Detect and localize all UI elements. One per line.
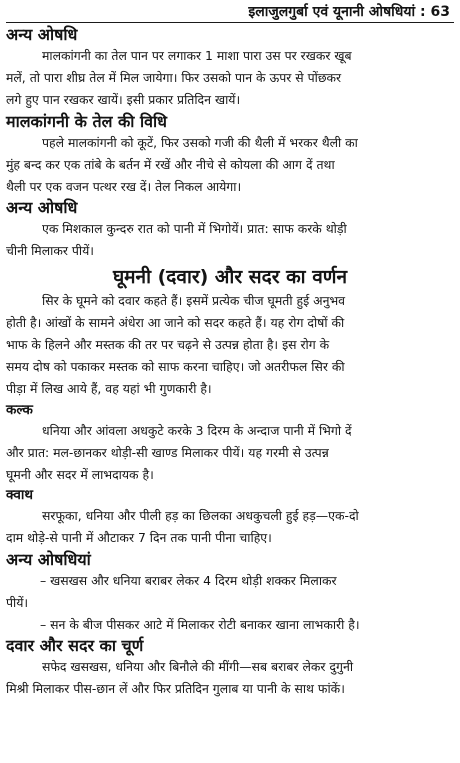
paragraph <box>6 45 454 112</box>
paragraph <box>6 218 454 262</box>
running-head: इलाजुलगुर्बा एवं यूनानी ओषधियां : 63 <box>248 4 450 20</box>
section-heading: अन्य ओषधियां <box>6 549 91 569</box>
text-line: होती है। आंखों के सामने अंधेरा आ जाने को सदर कहते हैं। यह रोग दोषों की <box>6 314 345 330</box>
paragraph <box>6 656 454 700</box>
text-line: थैली पर एक वजन पत्थर रख दें। तेल निकल आयेगा। <box>6 179 242 195</box>
section-heading: अन्य ओषधि <box>6 198 78 218</box>
text-line: मिश्री मिलाकर पीस-छान लें और फिर प्रतिदिन गुलाब या पानी के साथ फांकें। <box>6 681 345 697</box>
text-line: सिर के घूमने को दवार कहते हैं। इसमें प्रत्येक चीज घूमती हुई अनुभव <box>42 292 346 308</box>
text-line: धनिया और आंवला अधकुटे करके 3 दिरम के अन्दाज पानी में भिगो दें <box>42 422 352 438</box>
text-line: भाफ के हिलने और मस्तक की तर पर चढ़ने से उत्पन्न होता है। इस रोग के <box>6 337 330 353</box>
text-line: मालकांगनी का तेल पान पर लगाकर 1 माशा पारा उस पर रखकर खूब <box>42 48 352 63</box>
text-line: सफेद खसखस, धनिया और बिनौले की मींगी—सब बराबर लेकर दुगुनी <box>42 659 354 675</box>
text-line: – खसखस और धनिया बराबर लेकर 4 दिरम थोड़ी शक्कर मिलाकर <box>40 572 337 588</box>
section-heading: अन्य ओषधि <box>6 25 78 44</box>
section-heading: मालकांगनी के तेल की विधि <box>6 111 168 131</box>
text-line: पीयें। <box>6 594 29 610</box>
paragraph <box>6 505 454 549</box>
text-line: और प्रात: मल-छानकर थोड़ी-सी खाण्ड मिलाकर पीयें। यह गरमी से उत्पन्न <box>6 444 329 460</box>
header-rule <box>6 22 454 23</box>
text-line: मुंह बन्द कर एक तांबे के बर्तन में रखें और नीचे से कोयला की आग दें तथा <box>6 156 335 172</box>
text-line: दाम थोड़े-से पानी में औटाकर 7 दिन तक पानी पीना चाहिए। <box>6 530 272 546</box>
text-line: मलें, तो पारा शीघ्र तेल में मिल जायेगा। फिर उसको पान के ऊपर से पोंछकर <box>6 70 342 86</box>
section-heading: कल्क <box>6 401 33 418</box>
paragraph <box>6 420 454 487</box>
text-line: – सन के बीज पीसकर आटे में मिलाकर रोटी बनाकर खाना लाभकारी है। <box>40 617 360 633</box>
text-line: समय दोष को पकाकर मस्तक को साफ करना चाहिए। जो अतरीफल सिर की <box>6 359 345 375</box>
paragraph <box>6 132 454 199</box>
text-line: सरफूका, धनिया और पीली हड़ का छिलका अधकुचली हुई हड़—एक-दो <box>42 508 359 524</box>
paragraph <box>6 570 454 637</box>
paragraph <box>6 290 454 401</box>
text-line: लगे हुए पान रखकर खायें। इसी प्रकार प्रतिदिन खायें। <box>6 92 241 108</box>
section-heading: क्वाथ <box>6 487 33 504</box>
section-heading: दवार और सदर का चूर्ण <box>6 636 144 656</box>
chapter-title: घूमनी (दवार) और सदर का वर्णन <box>112 265 348 288</box>
text-line: पहले मालकांगनी को कूटें, फिर उसको गजी की थैली में भरकर थैली का <box>42 134 358 150</box>
text-line: घूमनी और सदर में लाभदायक है। <box>6 467 154 483</box>
text-line: चीनी मिलाकर पीयें। <box>6 243 94 259</box>
text-line: एक मिशकाल कुन्दरु रात को पानी में भिगोयें। प्रात: साफ करके थोड़ी <box>42 221 347 237</box>
text-line: पीड़ा में लिख आये हैं, वह यहां भी गुणकारी है। <box>6 381 212 397</box>
